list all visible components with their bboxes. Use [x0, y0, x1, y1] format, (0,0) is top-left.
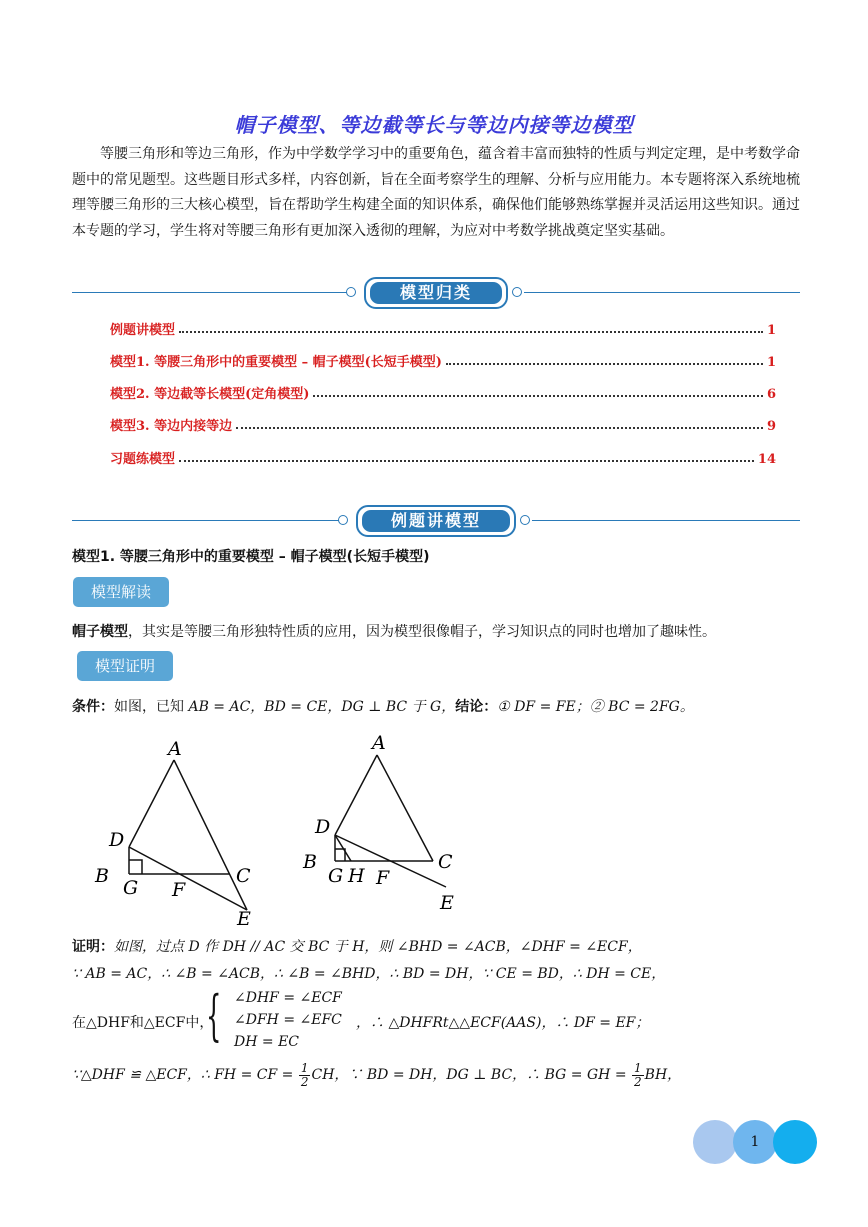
intro-paragraph: 等腰三角形和等边三角形，作为中学数学学习中的重要角色，蕴含着丰富而独特的性质与判定定理，是中考数学命题中的常见题型。这些题目形式多样，内容创新，旨在全面考察学生的理解、分析与应用能力。本专题将深入系统地梳理等腰三角形的三大核心模型，旨在帮助学生构建全面的知识体系，确保他们能够熟练掌握并灵活运用这些知识。通过本专题的学习，学生将对等腰三角形有更加深入透彻的理解，为应对中考数学挑战奠定坚实基础。 — [72, 146, 800, 239]
system-eq-1: ∠DHF = ∠ECF — [234, 990, 342, 1006]
figure-1 — [85, 735, 275, 935]
divider-line — [72, 292, 348, 293]
fraction-denominator: 2 — [300, 1074, 309, 1089]
pill-model-reading: 模型解读 — [73, 577, 169, 607]
toc-leader — [446, 363, 763, 365]
model-heading: 模型1. 等腰三角形中的重要模型 – 帽子模型(长短手模型) — [72, 549, 430, 565]
label-C: C — [438, 851, 453, 873]
fraction-numerator: 1 — [300, 1060, 309, 1075]
decor-circle — [773, 1120, 817, 1164]
label-F: F — [376, 867, 390, 889]
label-G: G — [328, 865, 344, 887]
label-F: F — [172, 879, 186, 901]
proof-line-2: ∵ AB = AC，∴ ∠B = ∠ACB，∴ ∠B = ∠BHD，∴ BD = DH，∵ CE = BD，∴ DH = CE， — [72, 966, 666, 982]
toc-entry[interactable] — [110, 350, 776, 370]
toc-entry[interactable] — [110, 318, 776, 338]
condition-text: 如图，已知 — [114, 699, 189, 715]
proof-label: 证明： — [72, 939, 114, 955]
proof-line-3-suffix: ，∴ △DHFRt△△ECF(AAS)，∴ DF = EF； — [356, 1015, 650, 1031]
system-eq-2: ∠DFH = ∠EFC — [234, 1012, 342, 1028]
toc-page: 1 — [766, 323, 776, 338]
label-D: D — [109, 829, 125, 851]
toc-label: 例题讲模型 — [110, 323, 176, 338]
divider-dot — [346, 287, 356, 297]
divider-line — [524, 292, 800, 293]
label-E: E — [440, 892, 454, 914]
fraction-half — [632, 1062, 644, 1089]
conclusion-label: 结论： — [455, 699, 498, 715]
condition-math: AB = AC，BD = CE，DG ⊥ BC 于 G， — [188, 699, 456, 715]
condition-line — [72, 696, 694, 716]
proof-line-4-part-c: BH， — [644, 1067, 682, 1083]
divider-dot — [520, 515, 530, 525]
toc-label: 习题练模型 — [110, 452, 176, 467]
divider-dot — [338, 515, 348, 525]
section-badge — [356, 505, 516, 537]
fraction-denominator: 2 — [634, 1074, 642, 1089]
label-G: G — [123, 877, 139, 899]
divider-line — [532, 520, 800, 521]
toc-page: 6 — [766, 387, 776, 402]
system-brace: { — [206, 984, 222, 1047]
page-number-badge — [693, 1120, 818, 1164]
toc-leader — [179, 460, 754, 462]
conclusion-math: ① DF = FE；② BC = 2FG。 — [497, 699, 694, 715]
section-title: 例题讲模型 — [362, 510, 510, 532]
toc-page: 9 — [766, 419, 776, 434]
toc-leader — [236, 427, 763, 429]
system-eq-3: DH = EC — [234, 1034, 299, 1050]
reading-text: ，其实是等腰三角形独特性质的应用，因为模型很像帽子，学习知识点的同时也增加了趣味性。 — [128, 624, 716, 640]
toc-entry[interactable] — [110, 447, 776, 467]
divider-dot — [512, 287, 522, 297]
toc-entry[interactable] — [110, 414, 776, 434]
toc-page: 1 — [766, 355, 776, 370]
proof-line-3-prefix: 在△DHF和△ECF中， — [72, 1015, 214, 1031]
proof-line-4 — [72, 1060, 681, 1090]
proof-line-4-part-b: CH，∵ BD = DH，DG ⊥ BC，∴ BG = GH = — [311, 1067, 632, 1083]
decor-circle — [693, 1120, 737, 1164]
divider-line — [72, 520, 340, 521]
toc-leader — [179, 331, 763, 333]
figure-2 — [293, 727, 483, 922]
label-B: B — [95, 865, 109, 887]
label-B: B — [303, 851, 317, 873]
label-A: A — [168, 738, 182, 760]
toc-leader — [313, 395, 763, 397]
toc-entry[interactable] — [110, 382, 776, 402]
condition-label: 条件： — [72, 699, 114, 715]
reading-paragraph — [72, 621, 716, 641]
section-badge — [364, 277, 508, 309]
fraction-numerator: 1 — [634, 1060, 642, 1075]
fraction-half — [299, 1062, 311, 1089]
toc-label: 模型1. 等腰三角形中的重要模型 – 帽子模型(长短手模型) — [110, 355, 442, 370]
label-D: D — [315, 816, 331, 838]
toc-page: 14 — [757, 452, 776, 467]
proof-text: 如图，过点 D 作 DH // AC 交 BC 于 H，则 ∠BHD = ∠ACB，∠DHF = ∠ECF， — [114, 939, 642, 955]
proof-line-1 — [72, 936, 642, 956]
label-C: C — [236, 865, 251, 887]
page-title: 帽子模型、等边截等长与等边内接等边模型 — [234, 113, 634, 137]
page-number: 1 — [733, 1120, 777, 1164]
section-title: 模型归类 — [370, 282, 502, 304]
label-A: A — [372, 732, 386, 754]
label-E: E — [237, 908, 251, 930]
proof-line-4-part-a: ∵△DHF ≌ △ECF，∴ FH = CF = — [72, 1067, 298, 1083]
toc-label: 模型2. 等边截等长模型(定角模型) — [110, 387, 310, 402]
pill-model-proof: 模型证明 — [77, 651, 173, 681]
toc-label: 模型3. 等边内接等边 — [110, 419, 233, 434]
reading-term: 帽子模型 — [72, 624, 128, 640]
label-H: H — [348, 865, 365, 887]
